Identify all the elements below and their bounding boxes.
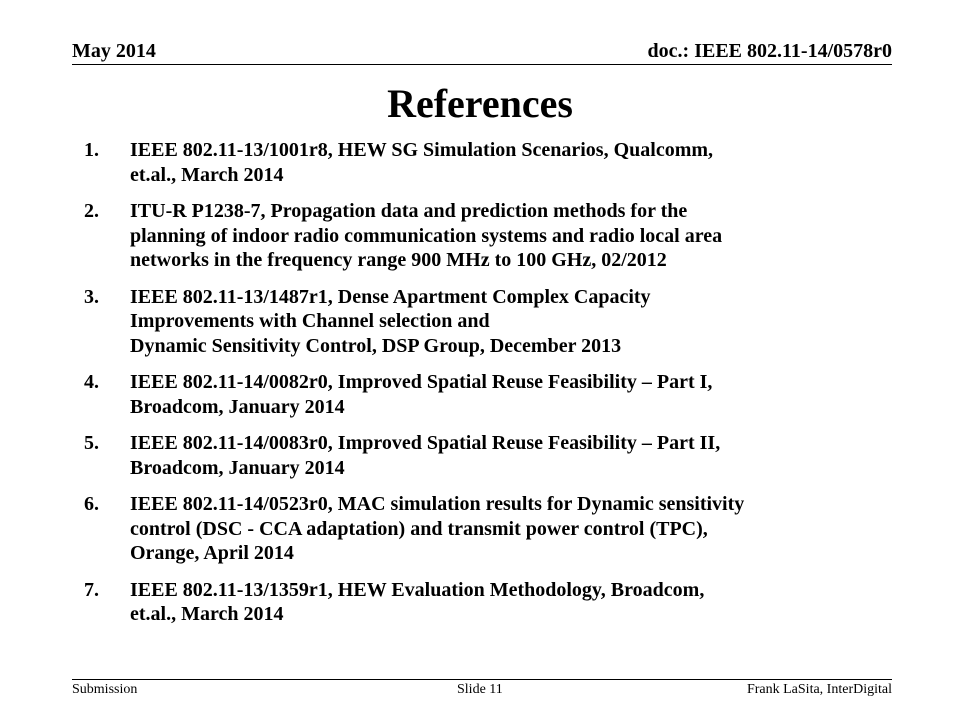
reference-number: 7. — [84, 578, 99, 601]
footer-slide-number: Slide 11 — [457, 682, 503, 697]
reference-list — [72, 138, 872, 639]
reference-item-3 — [72, 285, 872, 359]
reference-number: 3. — [84, 285, 99, 308]
reference-text: IEEE 802.11-14/0523r0, MAC simulation results for Dynamic sensitivity control (DSC - CCA adaptation) and transmit power control (TPC), Orange, April 2014 — [130, 493, 745, 564]
reference-text: IEEE 802.11-13/1359r1, HEW Evaluation Methodology, Broadcom, et.al., March 2014 — [130, 578, 705, 625]
reference-item-6 — [72, 492, 872, 566]
reference-number: 4. — [84, 371, 99, 393]
reference-item-7 — [72, 578, 872, 627]
footer-divider — [72, 679, 892, 680]
reference-item-1 — [72, 138, 872, 187]
slide-title: References — [387, 81, 573, 126]
footer-submission: Submission — [72, 682, 138, 697]
reference-text: IEEE 802.11-13/1001r8, HEW SG Simulation Scenarios, Qualcomm, et.al., March 2014 — [130, 139, 714, 186]
reference-item-4 — [72, 370, 872, 419]
reference-number: 5. — [84, 432, 99, 454]
reference-text: IEEE 802.11-14/0082r0, Improved Spatial Reuse Feasibility – Part I, Broadcom, January 2014 — [130, 371, 713, 418]
header-doc-id: doc.: IEEE 802.11-14/0578r0 — [647, 40, 892, 62]
header-divider — [72, 64, 892, 65]
reference-text: IEEE 802.11-13/1487r1, Dense Apartment Complex Capacity Improvements with Channel selection and Dynamic Sensitivity Control, DSP Group, December 2013 — [130, 285, 651, 357]
footer-author: Frank LaSita, InterDigital — [746, 682, 892, 697]
reference-text: IEEE 802.11-14/0083r0, Improved Spatial Reuse Feasibility – Part II, Broadcom, January 2014 — [130, 432, 721, 479]
reference-item-5 — [72, 431, 872, 480]
reference-text: ITU-R P1238-7, Propagation data and prediction methods for the planning of indoor radio communication systems and radio local area networks in the frequency range 900 MHz to 100 GHz, 02/2012 — [130, 200, 723, 271]
reference-item-2 — [72, 199, 872, 273]
reference-number: 2. — [84, 200, 99, 222]
reference-number: 1. — [84, 139, 99, 161]
header-date: May 2014 — [72, 40, 156, 62]
reference-number: 6. — [84, 493, 99, 515]
